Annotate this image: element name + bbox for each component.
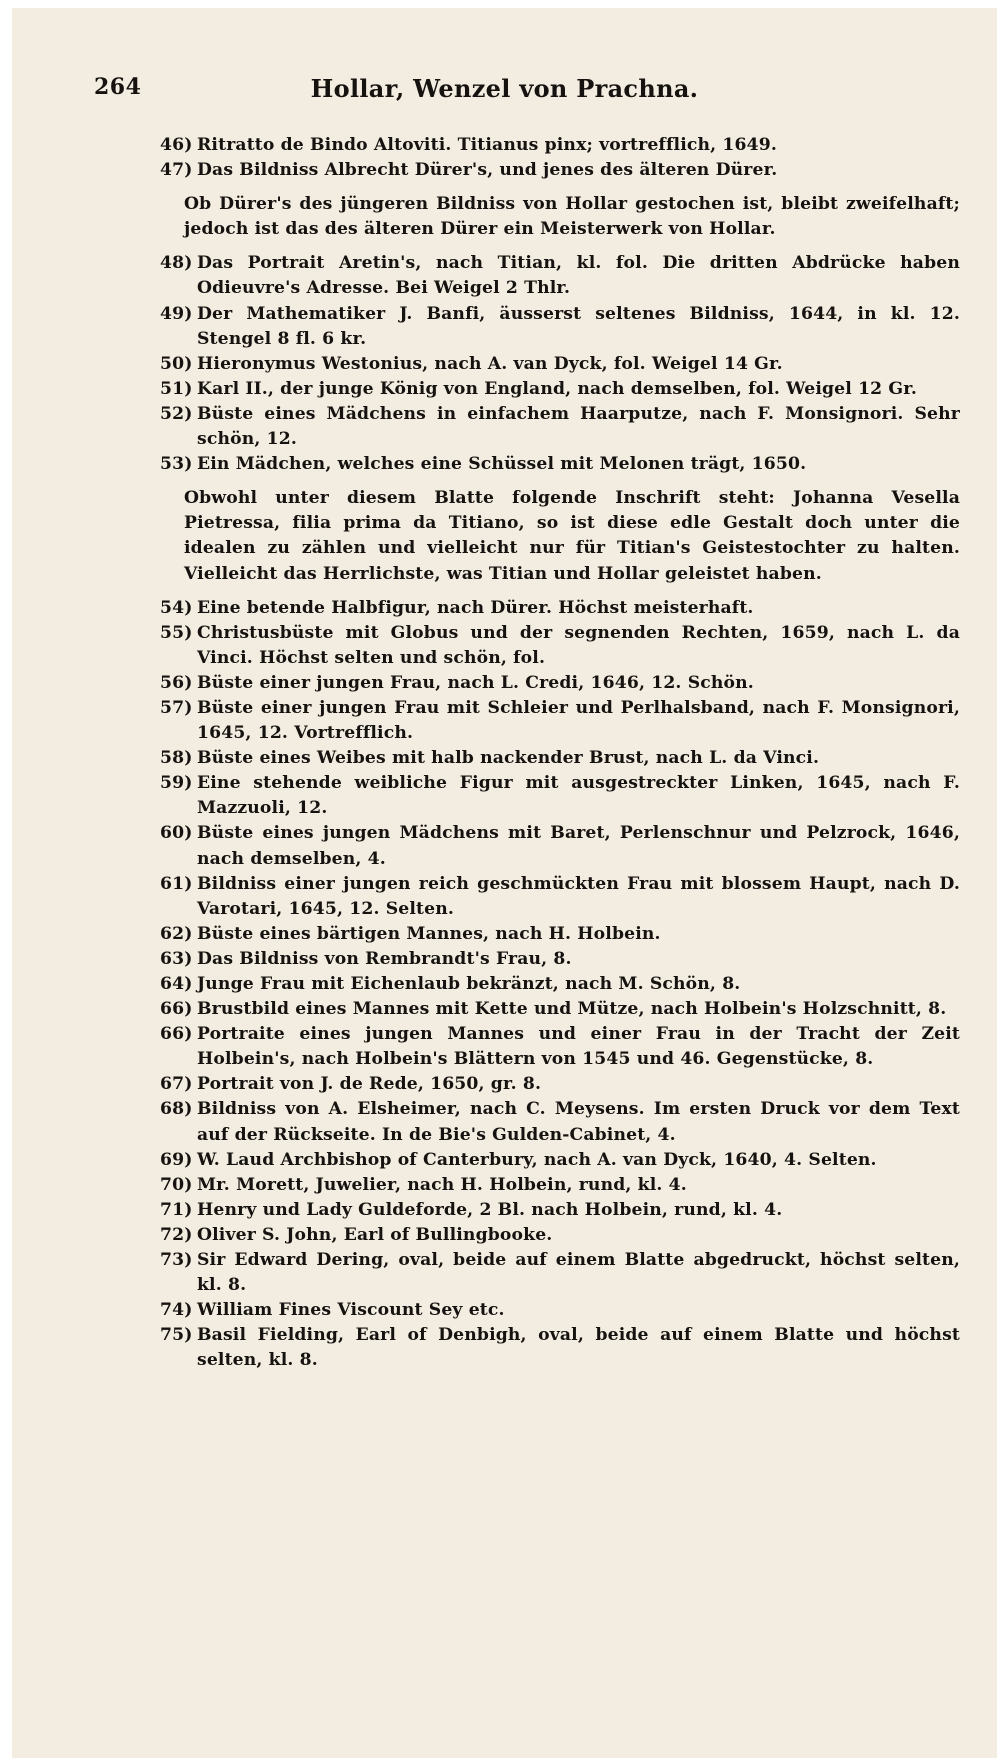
entry-number: 71) [160,1199,193,1220]
entry-number: 69) [160,1149,193,1170]
entry-text: Basil Fielding, Earl of Denbigh, oval, beide auf einem Blatte und höchst selten, kl. 8. [197,1325,960,1371]
catalogue-entry [160,352,960,377]
entry-number: 74) [160,1300,193,1321]
entry-number: 60) [160,823,193,844]
book-page [12,8,997,1758]
entry-number: 53) [160,454,193,475]
catalogue-entry [160,1223,960,1248]
catalogue-entry [160,621,960,671]
catalogue-entry [160,1298,960,1323]
catalogue-entry [160,972,960,997]
catalogue-entry [160,452,960,477]
entry-text: Ritratto de Bindo Altoviti. Titianus pinx; vortrefflich, 1649. [197,135,777,155]
catalogue-body [160,133,960,1374]
catalogue-entry [160,671,960,696]
entry-number: 66) [160,999,193,1020]
entry-text: Das Bildniss Albrecht Dürer's, und jenes des älteren Dürer. [197,160,778,181]
entry-text: Junge Frau mit Eichenlaub bekränzt, nach M. Schön, 8. [197,974,741,994]
catalogue-entry [160,1022,960,1072]
entry-text: William Fines Viscount Sey etc. [197,1300,505,1321]
catalogue-entry [160,872,960,922]
entry-text: Oliver S. John, Earl of Bullingbooke. [197,1224,553,1245]
entry-number: 47) [160,160,193,181]
page-header [12,74,997,114]
entry-text: W. Laud Archbishop of Canterbury, nach A. van Dyck, 1640, 4. Selten. [197,1149,877,1170]
entry-text: Büste eines bärtigen Mannes, nach H. Holbein. [197,923,661,944]
entry-text: Büste einer jungen Frau, nach L. Credi, 1646, 12. Schön. [197,672,754,693]
entry-text: Karl II., der junge König von England, nach demselben, fol. Weigel 12 Gr. [197,378,918,399]
catalogue-entry [160,922,960,947]
catalogue-entry [160,158,960,183]
entry-number: 67) [160,1074,193,1095]
entry-text: Eine stehende weibliche Figur mit ausgestreckter Linken, 1645, nach F. Mazzuoli, 12. [197,773,960,819]
entry-number: 48) [160,253,193,274]
catalogue-entry [160,696,960,746]
entry-number: 54) [160,597,193,618]
entry-text: Der Mathematiker J. Banfi, äusserst seltenes Bildniss, 1644, in kl. 12. Stengel 8 fl. 6 kr. [197,303,960,349]
entry-number: 72) [160,1224,193,1245]
catalogue-entry [160,821,960,871]
entry-number: 59) [160,773,193,794]
catalogue-entry [160,1148,960,1173]
catalogue-entry [160,771,960,821]
entry-number: 50) [160,353,193,374]
entry-text: Büste eines jungen Mädchens mit Baret, Perlenschnur und Pelzrock, 1646, nach demselben, 4. [197,823,960,869]
catalogue-entry [160,1097,960,1147]
entry-text: Das Bildniss von Rembrandt's Frau, 8. [197,948,572,969]
entry-number: 58) [160,748,193,769]
catalogue-entry [160,1323,960,1373]
entry-number: 55) [160,622,193,643]
entry-number: 62) [160,923,193,944]
entry-number: 49) [160,303,193,324]
entry-number: 70) [160,1174,193,1195]
entry-text: Portrait von J. de Rede, 1650, gr. 8. [197,1074,542,1095]
catalogue-entry [160,1198,960,1223]
catalogue-entry [160,251,960,301]
commentary-paragraph: Ob Dürer's des jüngeren Bildniss von Hollar gestochen ist, bleibt zweifelhaft; jedoch ist das des älteren Dürer ein Meisterwerk von Hollar. [184,194,960,240]
entry-text: Hieronymus Westonius, nach A. van Dyck, fol. Weigel 14 Gr. [197,353,783,374]
entry-text: Das Portrait Aretin's, nach Titian, kl. fol. Die dritten Abdrücke haben Odieuvre's Adresse. Bei Weigel 2 Thlr. [197,253,960,299]
entry-number: 57) [160,697,193,718]
commentary-paragraph: Obwohl unter diesem Blatte folgende Inschrift steht: Johanna Vesella Pietressa, filia prima da Titiano, so ist diese edle Gestalt doch unter die idealen zu zählen und vielleicht nur für Titian's Geistestochter zu halten. Vielleicht das Herrlichste, was Titian und Hollar geleistet haben. [184,488,960,584]
entry-number: 66) [160,1024,193,1045]
entry-number: 75) [160,1325,193,1346]
entry-text: Bildniss von A. Elsheimer, nach C. Meysens. Im ersten Druck vor dem Text auf der Rückseite. In de Bie's Gulden-Cabinet, 4. [197,1099,960,1145]
catalogue-entry [160,1072,960,1097]
entry-number: 68) [160,1099,193,1120]
entry-number: 61) [160,873,193,894]
entry-number: 63) [160,948,193,969]
entry-text: Henry und Lady Guldeforde, 2 Bl. nach Holbein, rund, kl. 4. [197,1199,783,1220]
entry-text: Eine betende Halbfigur, nach Dürer. Höchst meisterhaft. [197,597,754,618]
catalogue-entry [160,1173,960,1198]
page-number: 264 [94,74,142,100]
entry-text: Christusbüste mit Globus und der segnenden Rechten, 1659, nach L. da Vinci. Höchst selten und schön, fol. [197,622,960,668]
catalogue-entry [160,377,960,402]
catalogue-entry [160,746,960,771]
entry-number: 51) [160,378,193,399]
entry-text: Brustbild eines Mannes mit Kette und Mütze, nach Holbein's Holzschnitt, 8. [197,999,947,1020]
entry-number: 46) [160,135,193,155]
entry-text: Bildniss einer jungen reich geschmückten Frau mit blossem Haupt, nach D. Varotari, 1645, 12. Selten. [197,873,960,919]
catalogue-entry [160,596,960,621]
catalogue-entry [160,402,960,452]
entry-text: Ein Mädchen, welches eine Schüssel mit Melonen trägt, 1650. [197,454,807,475]
entry-text: Sir Edward Dering, oval, beide auf einem Blatte abgedruckt, höchst selten, kl. 8. [197,1250,960,1296]
entry-text: Portraite eines jungen Mannes und einer Frau in der Tracht der Zeit Holbein's, nach Holbein's Blättern von 1545 und 46. Gegenstücke, 8. [197,1024,960,1070]
catalogue-entry [160,133,960,158]
running-title: Hollar, Wenzel von Prachna. [310,74,699,103]
entry-text: Büste einer jungen Frau mit Schleier und Perlhalsband, nach F. Monsignori, 1645, 12. Vortrefflich. [197,697,960,744]
entry-number: 52) [160,403,193,424]
entry-number: 73) [160,1250,193,1271]
catalogue-entry [160,1248,960,1298]
entry-number: 56) [160,672,193,693]
entry-text: Mr. Morett, Juwelier, nach H. Holbein, rund, kl. 4. [197,1174,687,1195]
catalogue-entry [160,302,960,352]
catalogue-entry [160,997,960,1022]
entry-text: Büste eines Weibes mit halb nackender Brust, nach L. da Vinci. [197,748,820,769]
catalogue-entry [160,947,960,972]
entry-text: Büste eines Mädchens in einfachem Haarputze, nach F. Monsignori. Sehr schön, 12. [197,403,960,450]
entry-number: 64) [160,974,193,994]
